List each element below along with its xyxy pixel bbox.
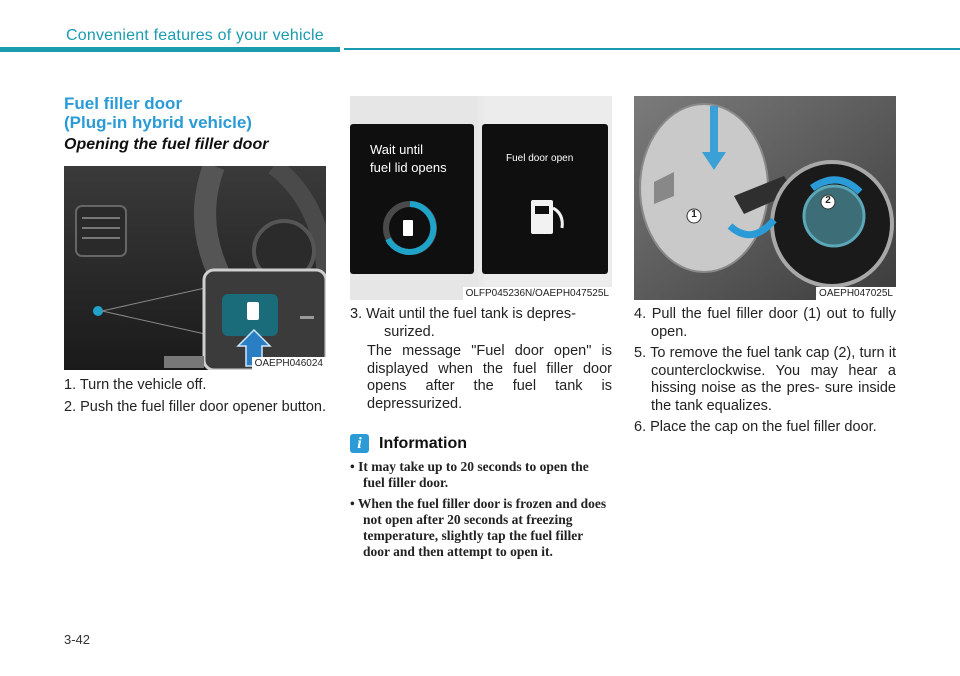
dashboard-illustration [64, 166, 326, 370]
dashboard-figure [64, 166, 326, 370]
steps-list-col1 [64, 377, 326, 420]
step-3 [350, 306, 612, 341]
step-3-note: The message "Fuel door open" is displayed when the fuel filler door opens after the fuel tank is depressurized. [367, 343, 612, 412]
info-icon: i [350, 434, 369, 453]
information-title: Information [379, 434, 467, 452]
cluster-message-left-2: fuel lid opens [370, 160, 447, 175]
header-rule-thin [344, 48, 960, 50]
step-6: 6. Place the cap on the fuel filler door. [634, 419, 877, 435]
page-number: 3-42 [64, 632, 91, 647]
information-item: • When the fuel filler door is frozen and does not open after 20 seconds at freezing temperature, slightly tap the fuel filler door and then attempt to open it. [350, 496, 607, 559]
step-3-line-2: surized. [384, 323, 435, 340]
section-title [64, 94, 326, 132]
subsection-title: Opening the fuel filler door [64, 136, 269, 153]
cluster-message-right: Fuel door open [506, 153, 574, 164]
figure-caption: OLFP045236N/OAEPH047525L [463, 287, 612, 300]
section-title-line-1: Fuel filler door [64, 94, 183, 113]
cluster-figure [350, 96, 612, 300]
figure-caption: OAEPH046024 [252, 357, 326, 370]
section-title-line-2: (Plug-in hybrid vehicle) [64, 113, 252, 132]
information-heading [350, 434, 467, 453]
steps-list-col2 [350, 306, 612, 343]
cluster-illustration [350, 96, 612, 300]
step-5: 5. To remove the fuel tank cap (2), turn it counterclockwise. You may hear a hissing noise as the pres- sure inside the tank equalizes. [634, 345, 896, 414]
information-list [350, 459, 612, 565]
steps-list-col3 [634, 306, 896, 441]
step-4: 4. Pull the fuel filler door (1) out to fully open. [634, 306, 896, 340]
step-1: 1. Turn the vehicle off. [64, 377, 207, 393]
callout-2: 2 [825, 195, 831, 206]
fuel-cap-figure [634, 96, 896, 300]
fuel-cap-illustration [634, 96, 896, 300]
callout-1: 1 [691, 209, 697, 220]
step-2: 2. Push the fuel filler door opener button. [64, 398, 326, 415]
figure-caption: OAEPH047025L [816, 287, 896, 300]
header-rule [0, 47, 340, 52]
cluster-message-left-1: Wait until [370, 142, 423, 157]
information-item: • It may take up to 20 seconds to open the fuel filler door. [350, 459, 589, 490]
step-3-line-1: 3. Wait until the fuel tank is depres- [350, 306, 576, 322]
running-header: Convenient features of your vehicle [66, 27, 324, 44]
